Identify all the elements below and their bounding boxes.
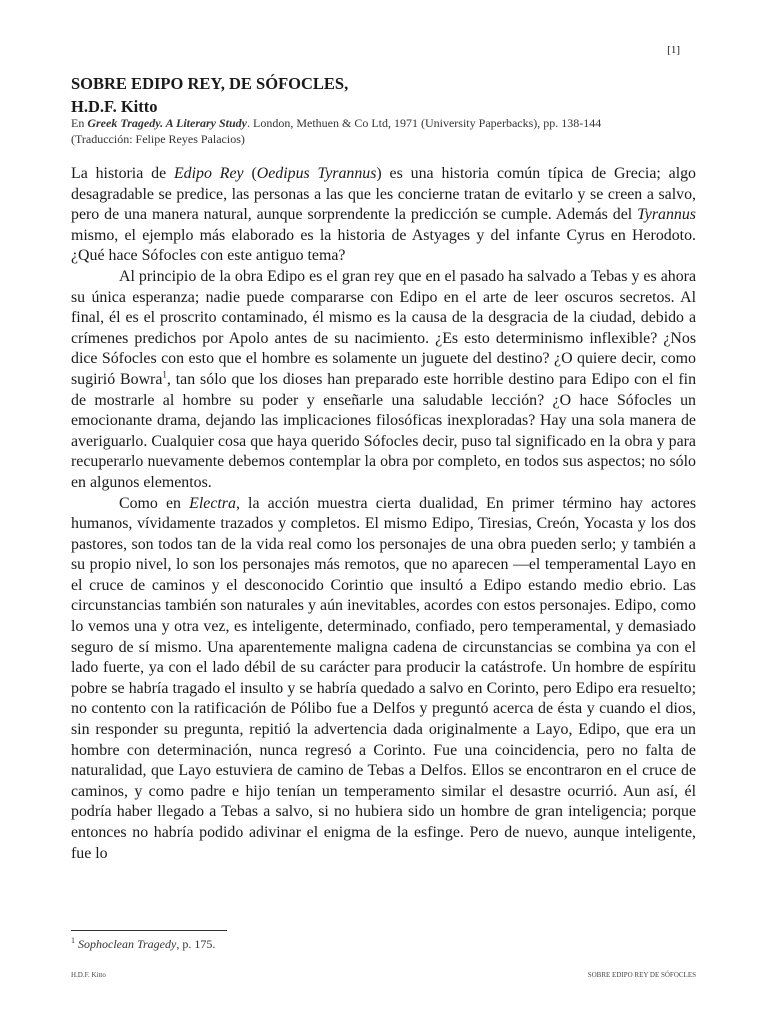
title-line-1: SOBRE EDIPO REY, DE SÓFOCLES,: [71, 74, 349, 93]
italic-run: Oedipus Tyrannus: [256, 165, 377, 182]
italic-run: Tyrannus: [637, 206, 696, 224]
text-run: (: [243, 165, 257, 182]
paragraph-3: [71, 494, 696, 865]
footer-title: SOBRE EDIPO REY DE SÓFOCLES: [587, 971, 696, 979]
body-text: [71, 164, 696, 864]
text-run: Como en: [119, 494, 190, 512]
footnote-mark: 1: [71, 936, 75, 945]
footnote-reference[interactable]: 1: [162, 369, 167, 380]
title-author: H.D.F. Kitto: [71, 97, 158, 116]
italic-run: Edipo Rey: [173, 165, 244, 182]
text-run: , la acción muestra cierta dualidad, En primer término hay actores humanos, vívidamente trazados y completos. El mismo Edipo, Tiresias, Creón, Yocasta y los dos pastores, son todos tan de la vida real como los personajes de una obra pueden serlo; y también a su propio nivel, lo son los personajes más remotos, que no aparecen —el temperamental Layo en el cruce de caminos y el desconocido Corintio que insultó a Edipo estando medio ebrio. Las circunstancias también son naturales y aún inevitables, acordes con estos personajes. Edipo, como lo vemos una y otra vez, es inteligente, determinado, confiado, pero temperamental, y demasiado seguro de sí mismo. Una aparentemente maligna cadena de circunstancias se combina ya con el lado fuerte, ya con el lado débil de su carácter para producir la catástrofe. Un hombre de espíritu pobre se habría tragado el insulto y se habría quedado a salvo en Corinto, pero Edipo era resuelto; no contento con la ratificación de Pólibo fue a Delfos y preguntó acerca de ésta y cuando el dios, sin responder su pregunta, repitió la advertencia dada originalmente a Layo, Edipo, que era un hombre con determinación, nunca regresó a Corinto. Fue una coincidencia, pero no falta de naturalidad, que Layo estuviera de camino de Tebas a Delfos. Ellos se encontraron en el cruce de caminos, y como padre e hijo tenían un temperamento similar el desastre ocurrió. Aun así, él podría haber llegado a Tebas a salvo, si no hubiera sido un hombre de gran inteligencia; porque entonces no habría podido adivinar el enigma de la esfinge. Pero de nuevo, aunque inteligente, fue lo: [71, 494, 696, 862]
text-run: La historia de: [71, 165, 174, 182]
text-run: mismo, el ejemplo más elaborado es la historia de Astyages y del infante Cyrus en Herodoto. ¿Qué hace Sófocles con este antiguo tema?: [71, 226, 696, 265]
footnote-title: Sophoclean Tragedy: [78, 937, 177, 951]
text-run: Al principio de la obra Edipo es el gran rey que en el pasado ha salvado a Tebas y es ahora su única esperanza; nadie puede compararse con Edipo en el arte de leer oscuros secretos. Al final, él es el proscrito contaminado, él mismo es la causa de la desgracia de la ciudad, debido a crímenes predichos por Apolo antes de su nacimiento. ¿Es esto determinismo inflexible? ¿Nos dice Sófocles con esto que el hombre es solamente un juguete del destino? ¿O quiere decir, como sugirió Bowra: [71, 267, 696, 388]
footnote: [71, 936, 215, 952]
italic-run: Electra: [189, 494, 236, 512]
source-publication: Greek Tragedy. A Literary Study: [87, 116, 247, 130]
source-details: . London, Methuen & Co Ltd, 1971 (University Paperbacks), pp. 138-144: [247, 116, 602, 130]
paragraph-2: [71, 267, 696, 494]
text-run: , tan sólo que los dioses han preparado este horrible destino para Edipo con el fin de mostrarle al hombre su poder y enseñarle una saludable lección? ¿O hace Sófocles un emocionante drama, dejando las implicaciones filosóficas inexploradas? Hay una sola manera de averiguarlo. Cualquier cosa que haya querido Sófocles decir, puso tal significado en la obra y para recuperarlo nuevamente debemos contemplar la obra por completo, en todos sus aspectos; no sólo en algunos elementos.: [71, 370, 697, 491]
document-title: [71, 72, 348, 118]
footer-author: H.D.F. Kitto: [71, 971, 106, 979]
page-number: [1]: [667, 44, 680, 56]
translation-credit: (Traducción: Felipe Reyes Palacios): [71, 132, 245, 146]
paragraph-1: [71, 164, 696, 267]
text-run: ) es una historia común típica de Grecia; algo desagradable se predice, las personas a las que les concierne tratan de evitarlo y se creen a salvo, pero de una manera natural, aunque sorprendente la predicción se cumple. Además del: [71, 165, 697, 224]
footnote-divider: [71, 930, 227, 931]
footnote-rest: , p. 175.: [176, 937, 216, 951]
source-prefix: En: [71, 116, 88, 130]
source-citation: [71, 115, 711, 147]
